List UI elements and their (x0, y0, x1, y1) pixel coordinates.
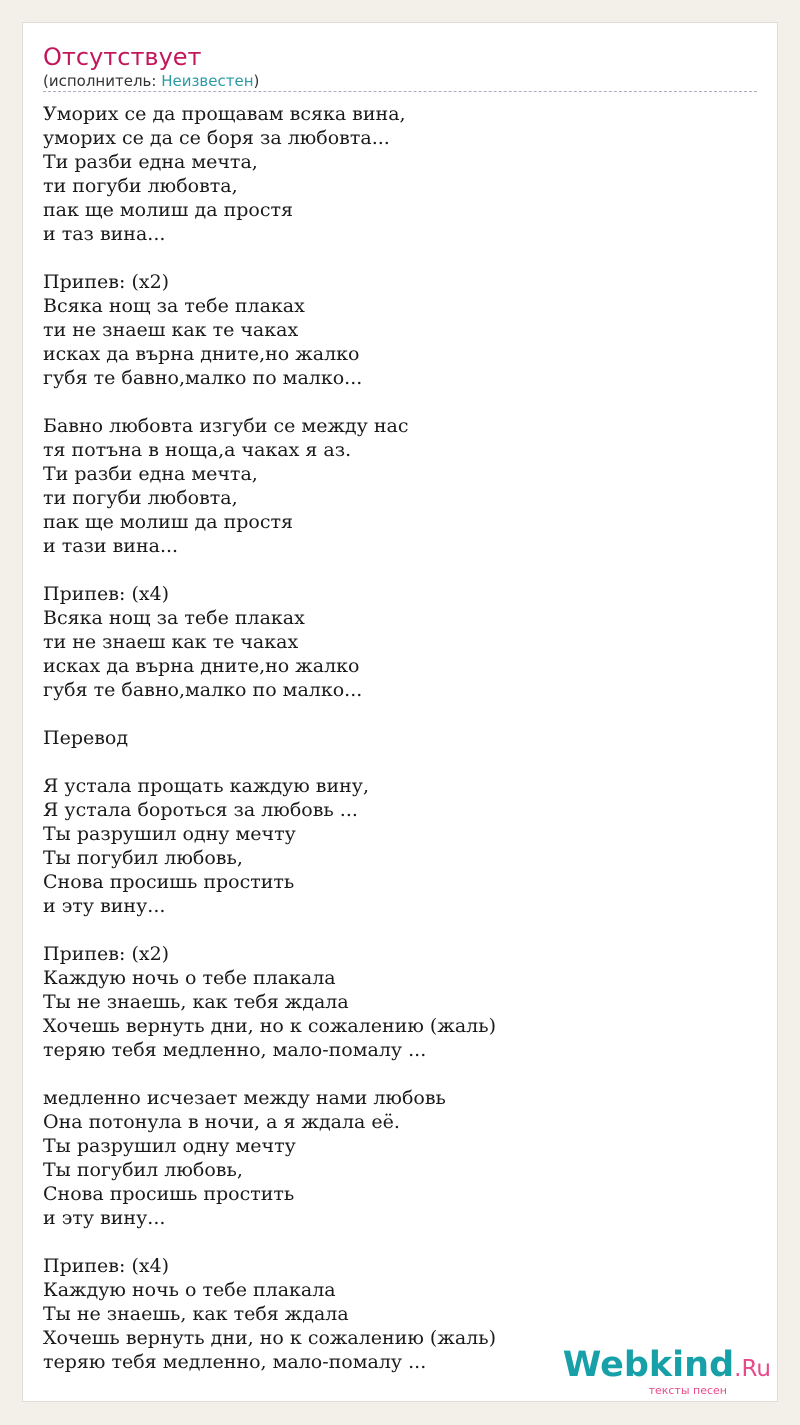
artist-suffix: ) (253, 72, 260, 90)
lyrics-line: Она потонула в ночи, а я ждала её. (43, 1111, 400, 1133)
lyrics-line: Ти разби една мечта, (43, 463, 258, 485)
lyrics-line: и эту вину... (43, 1207, 166, 1229)
lyrics-line: Снова просишь простить (43, 1183, 295, 1205)
lyrics-line: Припев: (x2) (43, 271, 170, 293)
lyrics-line: Ты погубил любовь, (43, 847, 243, 869)
lyrics-line: губя те бавно,малко по малко... (43, 367, 363, 389)
lyrics-line: Я устала прощать каждую вину, (43, 775, 370, 797)
lyrics-line: Ти разби една мечта, (43, 151, 258, 173)
artist-prefix: (исполнитель: (43, 72, 162, 90)
lyrics-line: и таз вина... (43, 223, 166, 245)
lyrics-line: медленно исчезает между нами любовь (43, 1087, 446, 1109)
lyrics-line: губя те бавно,малко по малко... (43, 679, 363, 701)
lyrics-line: Ты не знаешь, как тебя ждала (43, 1303, 349, 1325)
lyrics-blank-line (43, 1230, 496, 1254)
lyrics-line: ти не знаеш как те чаках (43, 631, 299, 653)
lyrics-line: Ты не знаешь, как тебя ждала (43, 991, 349, 1013)
lyrics-line: пак ще молиш да простя (43, 199, 293, 221)
logo-tld: .Ru (734, 1356, 771, 1382)
lyrics-line: Всяка нощ за тебе плаках (43, 607, 305, 629)
lyrics-line: и тази вина... (43, 535, 179, 557)
lyrics-line: Ты разрушил одну мечту (43, 823, 296, 845)
lyrics-blank-line (43, 1062, 496, 1086)
lyrics-blank-line (43, 918, 496, 942)
artist-line (43, 72, 259, 90)
lyrics-line: пак ще молиш да простя (43, 511, 293, 533)
lyrics-line: Хочешь вернуть дни, но к сожалению (жаль) (43, 1015, 496, 1037)
lyrics-line: Ты разрушил одну мечту (43, 1135, 296, 1157)
lyrics-line: ти погуби любовта, (43, 175, 238, 197)
lyrics-line: Бавно любовта изгуби се между нас (43, 415, 409, 437)
artist-link[interactable]: Неизвестен (161, 72, 254, 90)
lyrics-blank-line (43, 558, 496, 582)
lyrics-line: Припев: (x4) (43, 583, 170, 605)
lyrics-line: Перевод (43, 727, 129, 749)
lyrics-line: исках да върна дните,но жалко (43, 655, 360, 677)
lyrics-line: Каждую ночь о тебе плакала (43, 967, 336, 989)
lyrics-blank-line (43, 702, 496, 726)
lyrics-blank-line (43, 246, 496, 270)
lyrics-line: исках да върна дните,но жалко (43, 343, 360, 365)
lyrics-line: Я устала бороться за любовь ... (43, 799, 358, 821)
lyrics-blank-line (43, 390, 496, 414)
song-title: Отсутствует (43, 43, 202, 71)
lyrics-line: и эту вину... (43, 895, 166, 917)
lyrics-line: Ты погубил любовь, (43, 1159, 243, 1181)
webkind-logo[interactable] (562, 1345, 771, 1397)
lyrics-line: Хочешь вернуть дни, но к сожалению (жаль) (43, 1327, 496, 1349)
lyrics-line: ти погуби любовта, (43, 487, 238, 509)
lyrics-line: Каждую ночь о тебе плакала (43, 1279, 336, 1301)
lyrics-text (43, 102, 496, 1374)
lyrics-line: теряю тебя медленно, мало-помалу ... (43, 1351, 427, 1373)
lyrics-line: Уморих се да прощавам всяка вина, (43, 103, 406, 125)
lyrics-line: Припев: (x2) (43, 943, 170, 965)
lyrics-line: уморих се да се боря за любовта... (43, 127, 390, 149)
lyrics-line: ти не знаеш как те чаках (43, 319, 299, 341)
lyrics-blank-line (43, 750, 496, 774)
lyrics-line: Всяка нощ за тебе плаках (43, 295, 305, 317)
logo-word: Webkind (562, 1345, 735, 1385)
lyrics-line: Снова просишь простить (43, 871, 295, 893)
logo-tagline: тексты песен (648, 1384, 727, 1397)
lyrics-line: Припев: (x4) (43, 1255, 170, 1277)
lyrics-line: теряю тебя медленно, мало-помалу ... (43, 1039, 427, 1061)
lyrics-card (22, 22, 778, 1402)
title-divider (43, 91, 757, 92)
lyrics-line: тя потъна в ноща,а чаках я аз. (43, 439, 352, 461)
